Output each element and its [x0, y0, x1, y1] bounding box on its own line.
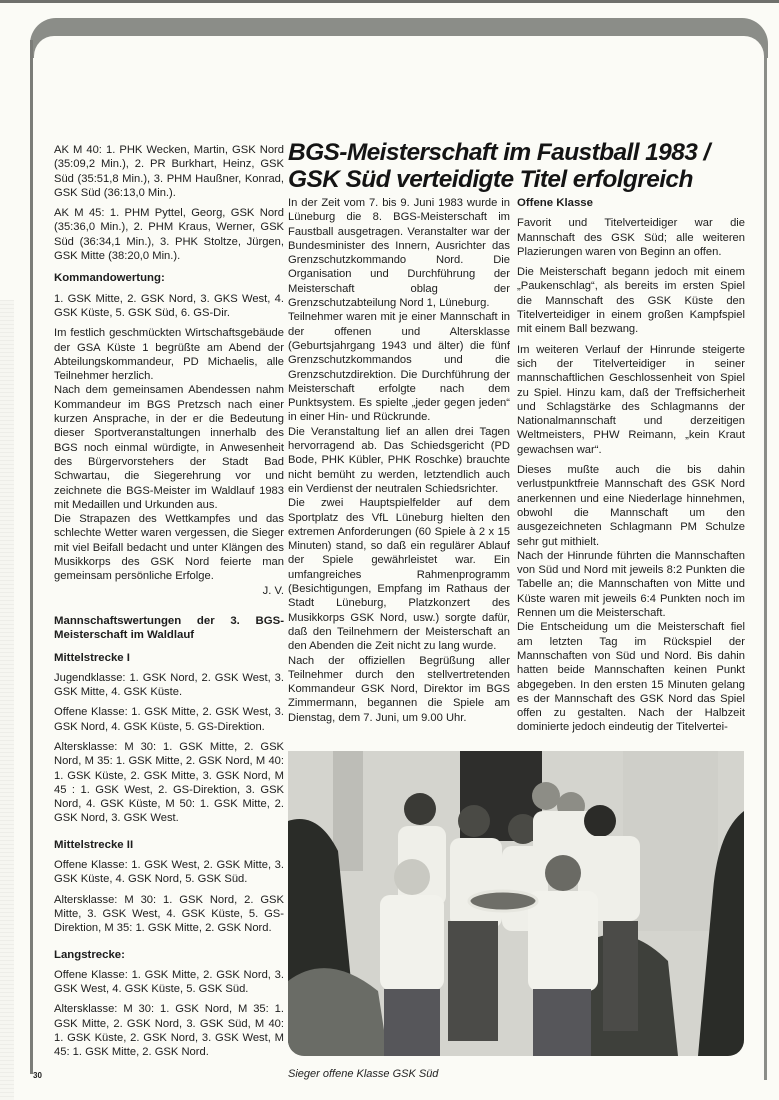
- body-paragraph: Dieses mußte auch die bis dahin verlustpunktfreie Mannschaft des GSK Nord anerkennen und eine Niederlage hinnehmen, obwohl die Mannschaft um den ausgezeichneten Schlagmann PM Schulze sehr gut mithielt.: [517, 464, 745, 548]
- result-paragraph: AK M 40: 1. PHK Wecken, Martin, GSK Nord (35:09,2 Min.), 2. PR Burkhart, Heinz, GSK Süd (35:51,8 Min.), 3. PHM Haußner, Konrad, GSK Süd (36:13,0 Min.).: [54, 144, 284, 199]
- body-paragraph: Die Entscheidung um die Meisterschaft fiel am letzten Tag im Rückspiel der Mannschaften von Süd und Nord. Bis dahin hatten beide Mannschaften keinen Punkt abgegeben. In den ersten 15 Minuten gelang es der Mannschaft des GSK Nord das Spiel offen zu gestalten. Nach der Halbzeit dominierte jedoch eindeutig der Titelvertei-: [517, 621, 745, 734]
- section-entry: Altersklasse: M 30: 1. GSK Nord, M 35: 1. GSK Mitte, 2. GSK Nord, 3. GSK Süd, M 40: 1. GSK Küste, 2. GSK Nord, 3. GSK West, M 45: 1. GSK Mitte, 2. GSK Nord.: [54, 1003, 284, 1059]
- page-number: 30: [33, 1071, 42, 1080]
- left-column: [54, 143, 284, 1066]
- photo-presenter-shirt: [380, 895, 444, 990]
- photo-caption: Sieger offene Klasse GSK Süd: [288, 1068, 439, 1080]
- headline-line: GSK Süd verteidigte Titel erfolgreich: [288, 166, 693, 193]
- photo-trophy-plate: [469, 891, 537, 911]
- body-paragraph: Die Veranstaltung lief an allen drei Tagen hervorragend ab. Das Schiedsgericht (PD Bode, PHK Kübler, PHK Roschke) brauchte nicht bemüht zu werden, letztendlich auch ein Verdienst der neutralen Schiedsrichter.: [288, 425, 510, 495]
- result-paragraph: AK M 45: 1. PHM Pyttel, Georg, GSK Nord (35:36,0 Min.), 2. PHM Kraus, Werner, GSK Süd (36:34,1 Min.), 3. PHK Stoltze, Jürgen, GSK Mitte (38:20,0 Min.).: [54, 207, 284, 263]
- section-entry: Offene Klasse: 1. GSK Mitte, 2. GSK West, 3. GSK Nord, 4. GSK Küste, 5. GS-Direktion.: [54, 706, 284, 733]
- page-frame-left-rule: [30, 40, 33, 1074]
- kommando-heading: Kommandowertung:: [54, 272, 165, 285]
- section-heading: Mittelstrecke II: [54, 838, 134, 851]
- photo-recipient-head: [545, 855, 581, 891]
- signature-line: [54, 584, 284, 598]
- headline-line: BGS-Meisterschaft im Faustball 1983 /: [288, 139, 710, 166]
- photo-recipient-shirt: [528, 891, 598, 991]
- article-headline: [288, 139, 758, 193]
- offene-klasse-heading: Offene Klasse: [517, 197, 593, 209]
- photo-recipient-trousers: [533, 989, 591, 1056]
- body-paragraph: Favorit und Titelverteidiger war die Mannschaft des GSK Süd; alle weiteren Plazierungen waren von Beginn an offen.: [517, 217, 745, 258]
- photo-presenter-head: [394, 859, 430, 895]
- section-entry: Offene Klasse: 1. GSK Mitte, 2. GSK Nord, 3. GSK West, 4. GSK Küste, 5. GSK Süd.: [54, 968, 284, 996]
- photo-presenter-trousers: [384, 989, 440, 1056]
- kommando-text: 1. GSK Mitte, 2. GSK Nord, 3. GKS West, 4. GSK Küste, 5. GSK Süd, 6. GS-Dir.: [54, 292, 284, 319]
- body-paragraph: Nach der Hinrunde führten die Mannschaften von Süd und Nord mit jeweils 8:2 Punkten die Tabelle an; die Mannschaften von Mitte und Küste waren mit jeweils 6:4 Punkten noch im Rennen um die Meisterschaft.: [517, 549, 745, 620]
- body-paragraph: Nach der offiziellen Begrüßung aller Teilnehmer durch den stellvertretenden Kommandeur GSK Nord, Direktor im BGS Zimmermann, begannen die Spiele am Dienstag, dem 7. Juni, um 9.00 Uhr.: [288, 654, 510, 724]
- body-paragraph: Die Strapazen des Wettkampfes und das schlechte Wetter waren vergessen, die Sieger mit viel Beifall bedacht und unter Klängen des Musikkorps des GSK Nord feierte man gemeinsam persönliche Erfolge.: [54, 513, 284, 583]
- section-heading: Langstrecke:: [54, 948, 125, 961]
- body-paragraph: Teilnehmer waren mit je einer Mannschaft in der offenen und Altersklasse (Geburtsjahrgang 1943 und älter) die fünf Grenzschutzkommandos und die Grenzschutzdirektion. Die Durchführung der Meisterschaft erfolgte nach dem Punktsystem. Es spielte „jeder gegen jeden“ in einer Hin- und Rückrunde.: [288, 311, 510, 424]
- section-heading: Mittelstrecke I: [54, 651, 130, 664]
- scan-edge: [0, 300, 14, 1100]
- section-entry: Altersklasse: M 30: 1. GSK Nord, 2. GSK Mitte, 3. GSK West, 4. GSK Küste, 5. GS-Direktion, M 35: 1. GSK Mitte, 2. GSK Nord.: [54, 893, 284, 935]
- body-paragraph: Die Meisterschaft begann jedoch mit einem „Paukenschlag“, als bereits im ersten Spiel die Mannschaft des GSK Küste den Titelverteidiger in einem großen Kampfspiel mit einem Ball bezwang.: [517, 266, 745, 336]
- top-rule: [0, 0, 779, 3]
- body-paragraph: In der Zeit vom 7. bis 9. Juni 1983 wurde in Lüneburg die 8. BGS-Meisterschaft im Faustball ausgetragen. Veranstalter war der Bundesminister des Innern, Ausrichter das Grenzschutzkommando Nord. Die Organisation und Durchführung der Meisterschaft oblag der Grenzschutzabteilung Nord 1, Lüneburg.: [288, 197, 510, 310]
- team-photo: [288, 751, 744, 1056]
- page-frame-right-rule: [764, 40, 767, 1080]
- body-paragraph: Die zwei Hauptspielfelder auf dem Sportplatz des VfL Lüneburg hielten den extremen Anforderungen (60 Spiele à 2 x 15 Minuten) stand, so daß ein regulärer Ablauf der Spiele gewährleistet war. Ein umfangreiches Rahmenprogramm (Besichtigungen, Empfang im Rathaus der Stadt Lüneburg, Platzkonzert des Musikkorps GSK Nord, usw.) sorgte dafür, daß den Teilnehmern der Meisterschaft an den Abenden die Zeit nicht zu lang wurde.: [288, 497, 510, 653]
- team-heading: Mannschaftswertungen der 3. BGS-Meisterschaft im Waldlauf: [54, 614, 284, 642]
- section-entry: Altersklasse: M 30: 1. GSK Mitte, 2. GSK Nord, M 35: 1. GSK Mitte, 2. GSK Nord, M 40: 1. GSK Küste, 2. GSK Mitte, 3. GSK Nord, M 45 : 1. GSK West, 2. GS-Direktion, 3. GSK Nord, 4. GSK Küste, M 50: 1. GSK Mitte, 2. GSK Nord, 3. GSK West.: [54, 740, 284, 825]
- page-frame-inner: [34, 36, 764, 66]
- photo-illustration: [288, 751, 744, 1056]
- section-entry: Offene Klasse: 1. GSK West, 2. GSK Mitte, 3. GSK Küste, 4. GSK Nord, 5. GSK Süd.: [54, 859, 284, 886]
- middle-column: [288, 196, 510, 725]
- body-paragraph: Nach dem gemeinsamen Abendessen nahm Kommandeur im BGS Pretzsch nach einer kurzen Ansprache, in der er die Bedeutung dieser Sportveranstaltungen innerhalb des BGS noch einmal würdigte, in Anwesenheit des Bürgervorstehers der Stadt Bad Schwartau, die Siegerehrung vor und zeichnete die BGS-Meister im Waldlauf 1983 mit Medaillen und Urkunden aus.: [54, 384, 284, 511]
- right-column: [517, 196, 745, 735]
- section-entry: Jugendklasse: 1. GSK Nord, 2. GSK West, 3. GSK Mitte, 4. GSK Küste.: [54, 671, 284, 699]
- signature: J. V.: [262, 584, 284, 597]
- body-paragraph: Im festlich geschmückten Wirtschaftsgebäude der GSA Küste 1 begrüßte am Abend der Abteilungskommandeur, PD Michaelis, alle Teilnehmer herzlich.: [54, 327, 284, 383]
- body-paragraph: Im weiteren Verlauf der Hinrunde steigerte sich der Titelverteidiger in seiner mannschaftlichen Geschlossenheit von Spiel zu Spiel. Hinzu kam, daß der Treffsicherheit und Schlagstärke des Schlagmanns der Nationalmannschaft und derzeitigen Weltmeisters, PHW Reimann, „kein Kraut gewachsen war“.: [517, 343, 745, 456]
